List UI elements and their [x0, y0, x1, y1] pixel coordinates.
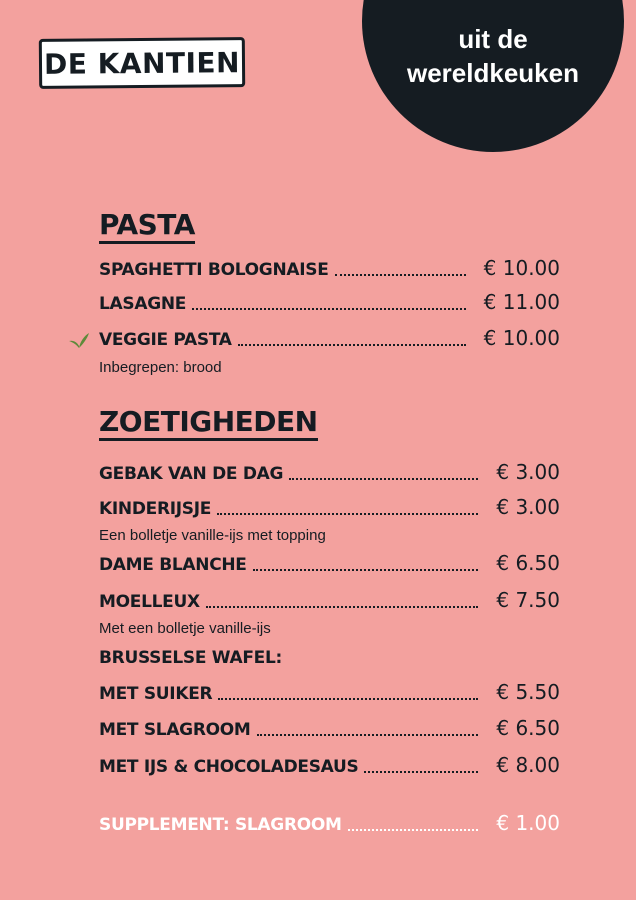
menu-item-price: € 6.50	[496, 551, 560, 575]
dot-leader	[192, 308, 466, 310]
menu-item-name: SPAGHETTI BOLOGNAISE	[99, 260, 329, 280]
menu-item	[99, 551, 560, 579]
menu-item-name: VEGGIE PASTA	[99, 330, 232, 350]
dot-leader	[364, 771, 478, 773]
menu-item-name: DAME BLANCHE	[99, 555, 247, 575]
dot-leader	[238, 344, 466, 346]
supplement-row	[99, 811, 560, 839]
menu-item-price: € 10.00	[483, 256, 560, 280]
dot-leader	[217, 513, 478, 515]
menu-item-price: € 6.50	[496, 716, 560, 740]
subsection-title: BRUSSELSE WAFEL:	[99, 648, 282, 668]
dot-leader	[257, 734, 479, 736]
menu-item-name: MET IJS & CHOCOLADESAUS	[99, 757, 359, 777]
menu-item	[99, 680, 560, 708]
menu-item-price: € 5.50	[496, 680, 560, 704]
dot-leader	[335, 274, 466, 276]
menu-note: Een bolletje vanille-ijs met topping	[99, 527, 326, 544]
menu-item	[99, 588, 560, 616]
brand-logo	[39, 37, 245, 89]
menu-item	[99, 753, 560, 781]
badge-line-2: wereldkeuken	[407, 58, 579, 88]
menu-item-price: € 8.00	[496, 753, 560, 777]
leaf-icon	[68, 330, 90, 350]
menu-item-price: € 3.00	[496, 460, 560, 484]
menu-item-name: LASAGNE	[99, 294, 187, 314]
menu-item-name: KINDERIJSJE	[99, 499, 212, 519]
supplement-name: SUPPLEMENT: SLAGROOM	[99, 815, 342, 835]
header-badge	[362, 0, 624, 152]
menu-item	[99, 495, 560, 523]
badge-text	[362, 22, 624, 90]
menu-item-name: MET SUIKER	[99, 684, 213, 704]
dot-leader	[348, 829, 479, 831]
menu-item-price: € 11.00	[483, 290, 560, 314]
menu-note: Inbegrepen: brood	[99, 359, 222, 376]
section-heading-pasta: PASTA	[99, 210, 195, 244]
menu-item-name: MET SLAGROOM	[99, 720, 251, 740]
dot-leader	[289, 478, 478, 480]
menu-note: Met een bolletje vanille-ijs	[99, 620, 271, 637]
menu-item-price: € 7.50	[496, 588, 560, 612]
logo-text: DE KANTIEN	[43, 45, 241, 81]
menu-item	[99, 326, 560, 354]
section-heading-zoetigheden: ZOETIGHEDEN	[99, 407, 318, 441]
menu-item	[99, 460, 560, 488]
dot-leader	[253, 569, 479, 571]
badge-line-1: uit de	[458, 24, 528, 54]
menu-item	[99, 256, 560, 284]
dot-leader	[218, 698, 478, 700]
menu-item-price: € 3.00	[496, 495, 560, 519]
menu-item-name: GEBAK VAN DE DAG	[99, 464, 284, 484]
supplement-price: € 1.00	[496, 811, 560, 835]
menu-item	[99, 716, 560, 744]
menu-item	[99, 290, 560, 318]
menu-item-name: MOELLEUX	[99, 592, 200, 612]
dot-leader	[206, 606, 479, 608]
menu-item-price: € 10.00	[483, 326, 560, 350]
